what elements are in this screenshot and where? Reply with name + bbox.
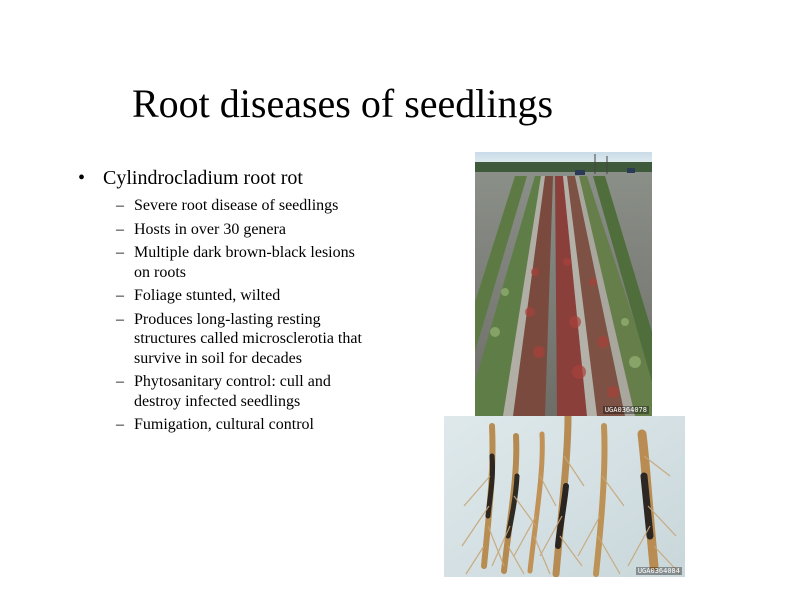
sub-bullet-item [116,372,374,411]
sub-bullet-item [116,196,374,216]
photo-id-label: UGA0364084 [637,567,680,575]
bullet-list [78,166,378,439]
roots-illustration [444,416,685,577]
sub-bullet-text: Phytosanitary control: cull and destroy infected seedlings [134,373,331,410]
sub-bullet-item [116,310,374,369]
sub-bullet-text: Hosts in over 30 genera [134,220,286,238]
dash-symbol: – [116,220,124,238]
dash-symbol: – [116,244,124,261]
dash-symbol: – [116,310,124,328]
nursery-field-photo [475,152,652,416]
roots-lesions-photo [444,416,685,577]
dash-symbol: – [116,287,124,304]
dash-symbol: – [116,416,124,433]
sub-bullet-text: Produces long-lasting resting structures called microsclerotia that survive in soil for decades [134,310,362,367]
photo-id-label: UGA0364078 [604,406,647,414]
sub-bullet-list [116,196,378,435]
sub-bullet-item [116,286,374,306]
dash-symbol: – [116,373,124,390]
sub-bullet-text: Multiple dark brown-black lesions on roots [134,244,355,281]
slide-title: Root diseases of seedlings [132,81,554,126]
sub-bullet-item [116,220,374,240]
bullet-symbol: • [78,167,86,189]
sub-bullet-text: Foliage stunted, wilted [134,287,281,304]
sub-bullet-text: Fumigation, cultural control [134,416,314,433]
dash-symbol: – [116,197,124,214]
bullet-text: Cylindrocladium root rot [103,167,303,189]
nursery-field-illustration [475,152,652,416]
bullet-item-main [78,166,378,190]
sub-bullet-item [116,415,374,435]
sub-bullet-text: Severe root disease of seedlings [134,197,339,214]
sub-bullet-item [116,243,374,282]
